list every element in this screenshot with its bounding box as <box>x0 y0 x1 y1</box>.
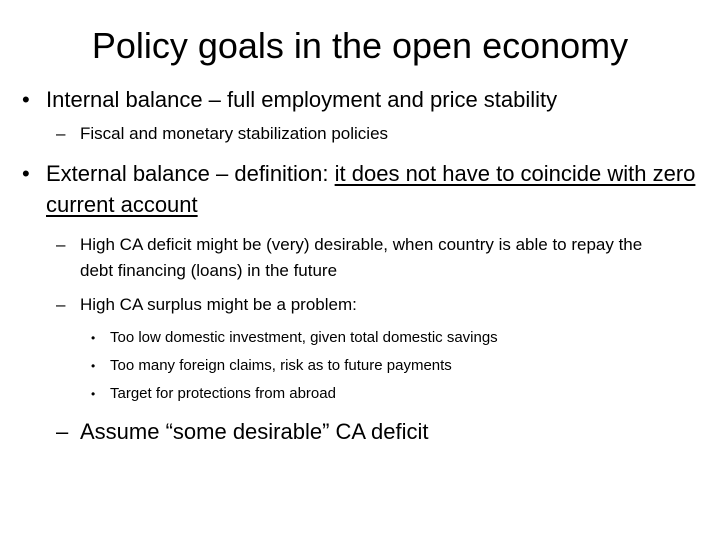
dash-icon: – <box>56 235 66 254</box>
ca-deficit-text: High CA deficit might be (very) desirable, when country is able to repay the debt financing (loans) in the future <box>80 235 643 280</box>
bullet-external-balance <box>22 158 702 220</box>
fiscal-monetary-text: Fiscal and monetary stabilization policies <box>80 124 389 143</box>
dash-icon: – <box>56 295 66 314</box>
list-item-text: Target for protections from abroad <box>110 385 336 402</box>
external-balance-text <box>22 158 702 220</box>
sub-bullet-assume-deficit <box>56 417 676 447</box>
external-balance-underlined: it does not have to coincide with zero current account <box>46 161 696 217</box>
internal-balance-text: Internal balance – full employment and price stability <box>46 87 558 112</box>
list-item <box>91 327 691 349</box>
bullet-icon: • <box>91 387 96 401</box>
bullet-icon: • <box>91 331 96 345</box>
assume-deficit-text: Assume “some desirable” CA deficit <box>80 419 429 444</box>
dash-icon: – <box>56 124 66 143</box>
sub-bullet-fiscal-monetary <box>56 121 676 147</box>
external-balance-lead: External balance – definition: <box>46 161 335 186</box>
list-item <box>91 355 691 377</box>
dash-icon: – <box>56 419 69 444</box>
bullet-icon: • <box>22 87 30 112</box>
bullet-internal-balance <box>22 84 702 115</box>
slide-title: Policy goals in the open economy <box>91 25 629 66</box>
ca-surplus-text: High CA surplus might be a problem: <box>80 295 357 314</box>
list-item-text: Too many foreign claims, risk as to future payments <box>110 357 452 374</box>
sub-bullet-ca-deficit <box>56 232 676 284</box>
sub-bullet-ca-surplus <box>56 292 676 318</box>
bullet-icon: • <box>91 359 96 373</box>
list-item <box>91 383 691 405</box>
bullet-icon: • <box>22 161 30 186</box>
list-item-text: Too low domestic investment, given total domestic savings <box>110 329 498 346</box>
